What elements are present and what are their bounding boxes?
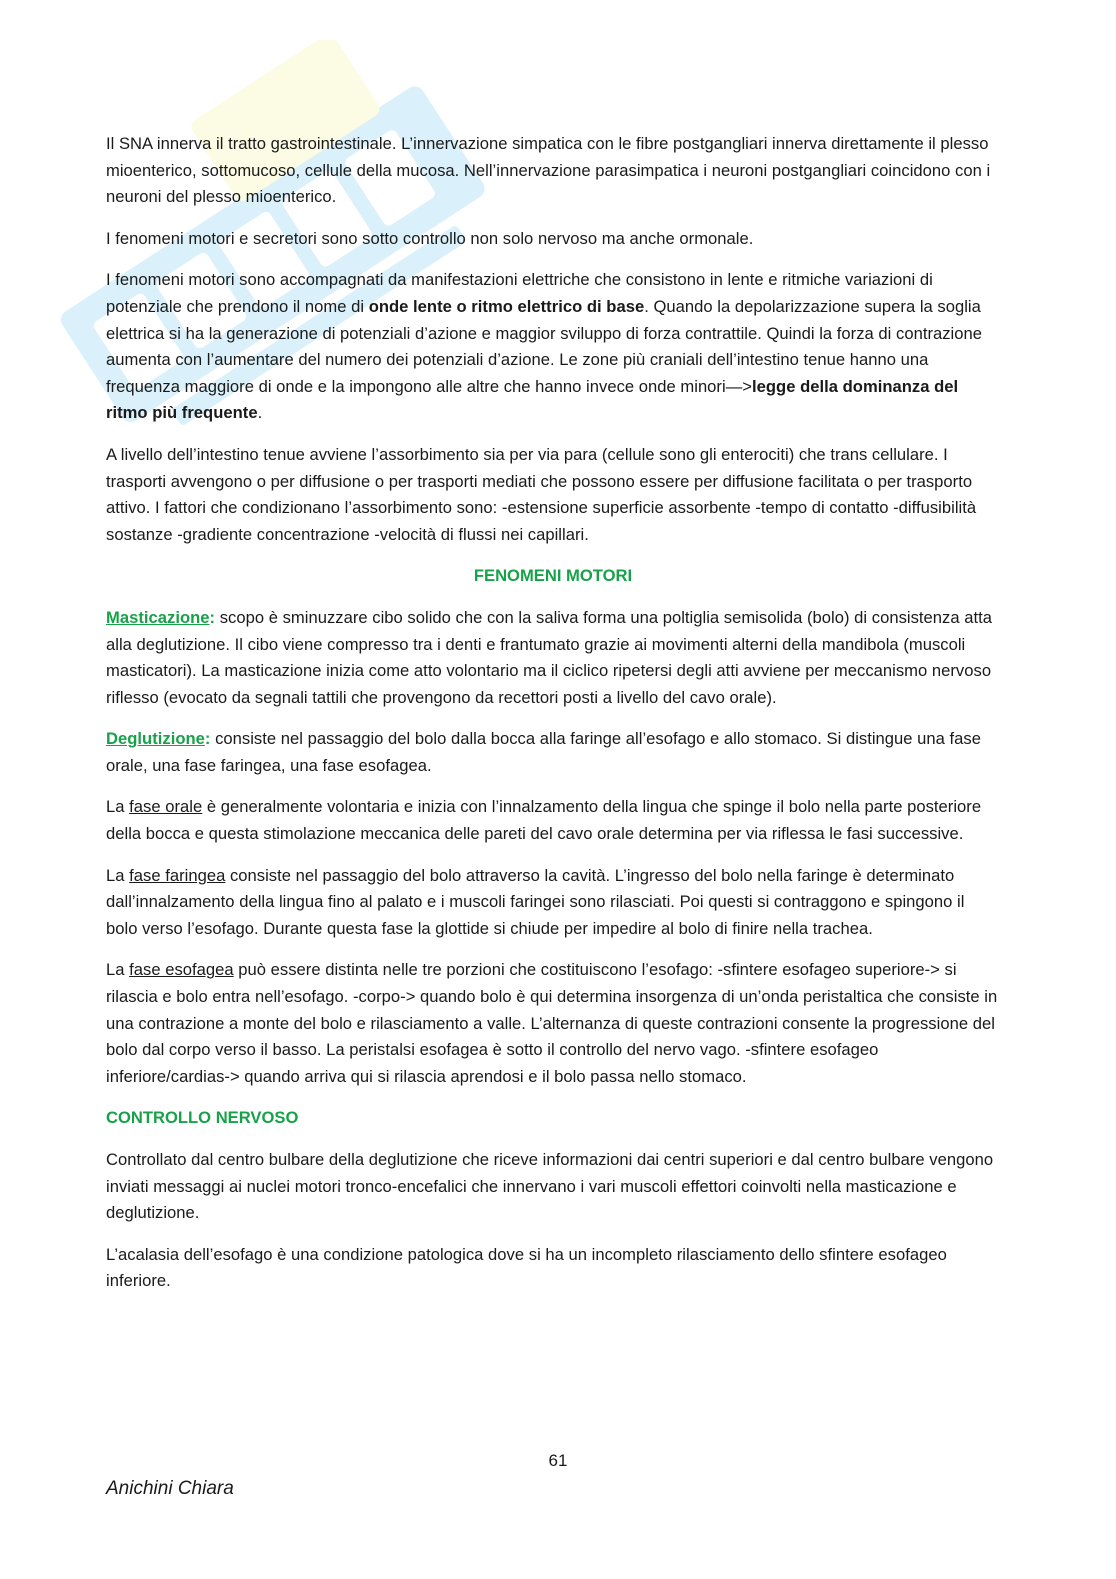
paragraph-fase-faringea <box>106 863 1000 943</box>
paragraph-assorbimento: A livello dell’intestino tenue avviene l’assorbimento sia per via para (cellule sono gli enterociti) che trans cellulare. I trasporti avvengono o per diffusione o per trasporti mediati che possono essere per diffusione facilitata o per trasporto attivo. I fattori che condizionano l’assorbimento sono: -estensione superficie assorbente -tempo di contatto -diffusibilità sostanze -gradiente concentrazione -velocità di flussi nei capillari. <box>106 444 977 544</box>
term-fase-faringea: fase faringea <box>129 865 226 885</box>
text-run: La <box>106 960 130 980</box>
author-footer: Anichini Chiara <box>106 1478 234 1499</box>
page-number: 61 <box>548 1451 568 1470</box>
term-fase-esofagea: fase esofagea <box>129 960 234 980</box>
term-colon: : <box>209 607 216 627</box>
text-run: consiste nel passaggio del bolo attraverso la cavità. L’ingresso del bolo nella faringe è determinato dall’innalzamento della lingua fino al palato e i muscoli faringei sono rilasciati. Poi questi si contraggono e spingono il bolo verso l’esofago. Durante questa fase la glottide si chiude per impedire al bolo di finire nella trachea. <box>106 865 965 938</box>
paragraph-controllo-ormonale: I fenomeni motori e secretori sono sotto controllo non solo nervoso ma anche ormonale. <box>106 228 754 248</box>
term-masticazione: Masticazione <box>106 607 210 627</box>
section-heading-fenomeni-motori: FENOMENI MOTORI <box>473 566 633 586</box>
paragraph-fase-esofagea <box>106 957 1000 1090</box>
paragraph-fase-orale <box>106 794 1000 847</box>
text-run: La <box>106 865 130 885</box>
term-fase-orale: fase orale <box>129 797 203 817</box>
term-deglutizione: Deglutizione <box>106 729 205 749</box>
bold-term-onde-lente: onde lente o ritmo elettrico di base <box>368 296 645 316</box>
text-run: . <box>257 403 263 423</box>
paragraph-sna: Il SNA innerva il tratto gastrointestinale. L’innervazione simpatica con le fibre postgangliari innerva direttamente il plesso mioenterico, sottomucoso, cellule della mucosa. Nell’innervazione parasimpatica i neuroni postgangliari coincidono con i neuroni del plesso mioenterico. <box>106 134 991 207</box>
text-run: scopo è sminuzzare cibo solido che con la saliva forma una poltiglia semisolida (bolo) di consistenza atta alla deglutizione. Il cibo viene compresso tra i denti e frantumato grazie ai movimenti alterni della mandibola (muscoli masticatori). La masticazione inizia come atto volontario ma il ciclico ripetersi degli atti avviene per meccanismo nervoso riflesso (evocato da segnali tattili che provengono da recettori posti a livello del cavo orale). <box>106 607 992 707</box>
bold-term-legge-dominanza: legge della dominanza del ritmo più frequente <box>106 376 959 423</box>
paragraph-controllo-nervoso: Controllato dal centro bulbare della deglutizione che riceve informazioni dai centri superiori e dal centro bulbare vengono inviati messaggi ai nuclei motori tronco-encefalici che innervano i vari muscoli effettori coinvolti nella masticazione e deglutizione. <box>106 1150 994 1223</box>
term-colon: : <box>204 729 211 749</box>
text-run: consiste nel passaggio del bolo dalla bocca alla faringe all’esofago e allo stomaco. Si distingue una fase orale, una fase faringea, una fase esofagea. <box>106 729 981 775</box>
page-content <box>106 131 1000 1310</box>
paragraph-deglutizione <box>106 726 1000 779</box>
text-run: può essere distinta nelle tre porzioni che costituiscono l’esofago: -sfintere esofageo superiore-> si rilascia e bolo entra nell’esofago. -corpo-> quando bolo è qui determina insorgenza di un’onda peristaltica che consiste in una contrazione a monte del bolo e rilasciamento a valle. L’alternanza di queste contrazioni consente la progressione del bolo dal corpo verso il basso. La peristalsi esofagea è sotto il controllo del nervo vago. -sfintere esofageo inferiore/cardias-> quando arriva qui si rilascia aprendosi e il bolo passa nello stomaco. <box>106 960 998 1086</box>
text-run: è generalmente volontaria e inizia con l’innalzamento della lingua che spinge il bolo nella parte posteriore della bocca e questa stimolazione meccanica delle pareti del cavo orale determina per via riflessa le fasi successive. <box>106 797 982 844</box>
text-run: La <box>106 797 130 817</box>
text-run: I fenomeni motori sono accompagnati da manifestazioni elettriche che consistono in lente e ritmiche variazioni di potenziale che prendono il nome di <box>106 270 933 316</box>
section-heading-controllo-nervoso: CONTROLLO NERVOSO <box>106 1108 299 1128</box>
paragraph-onde-lente <box>106 267 1000 427</box>
text-run: . Quando la depolarizzazione supera la soglia elettrica si ha la generazione di potenziali d’azione e maggior sviluppo di forza contrattile. Quindi la forza di contrazione aumenta con l’aumentare del numero dei potenziali d’azione. Le zone più craniali dell’intestino tenue hanno una frequenza maggiore di onde e la impongono alle altre che hanno invece onde minori—> <box>106 296 983 396</box>
paragraph-masticazione <box>106 605 1000 711</box>
paragraph-acalasia: L’acalasia dell’esofago è una condizione patologica dove si ha un incompleto rilasciamento dello sfintere esofageo inferiore. <box>106 1244 947 1291</box>
